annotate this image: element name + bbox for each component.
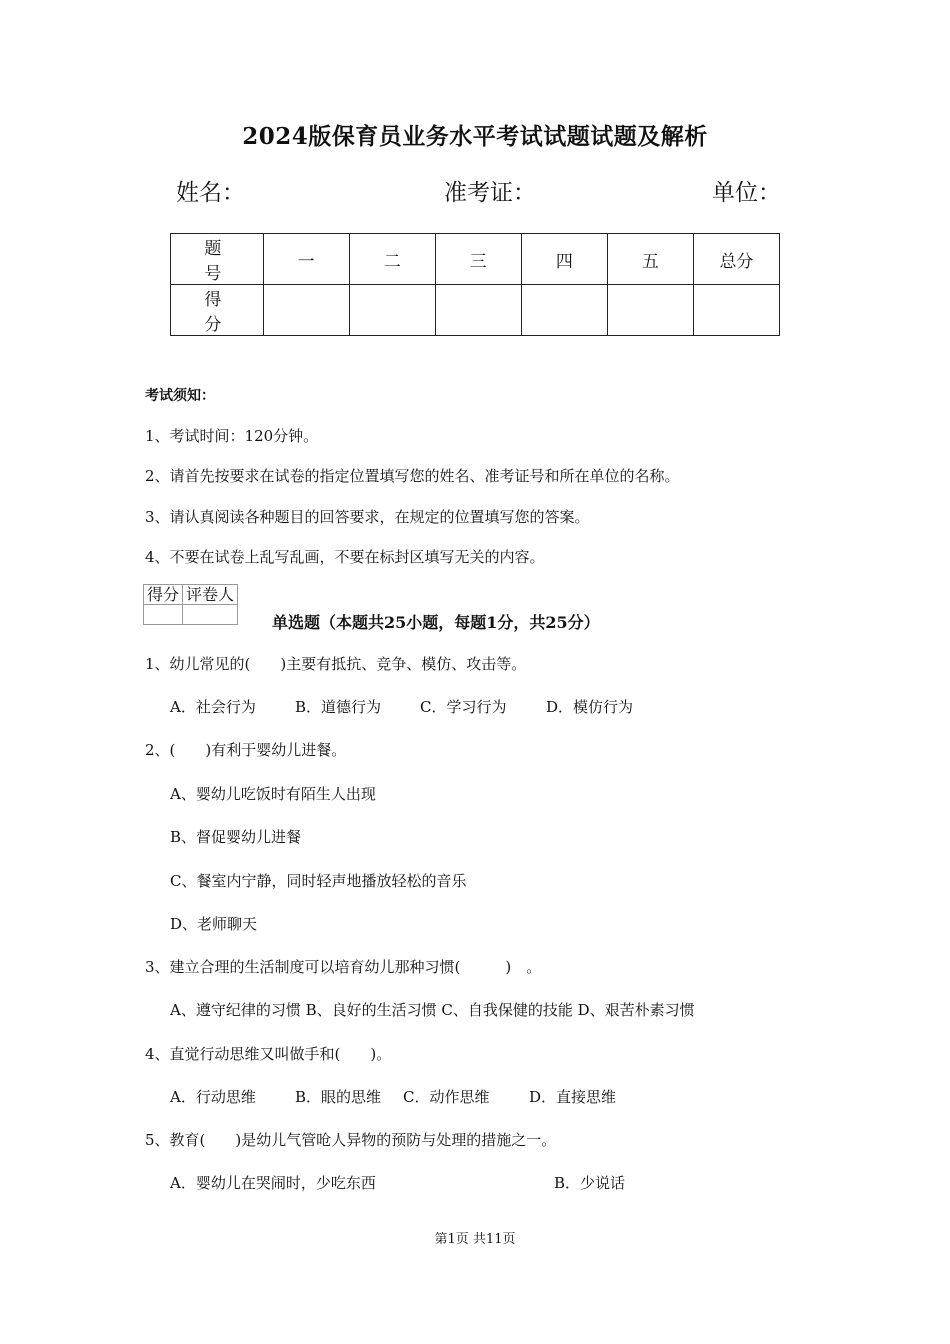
question-stem: 4、直觉行动思维又叫做手和( )。 — [145, 1045, 392, 1063]
question-option: A、婴幼儿吃饭时有陌生人出现 — [170, 785, 376, 803]
score-table-cell: 五 — [607, 234, 693, 285]
score-table — [170, 233, 780, 336]
question-stem: 2、( )有利于婴幼儿进餐。 — [145, 741, 347, 759]
section-title: 单选题（本题共25小题，每题1分，共25分） — [272, 613, 600, 632]
question-option: B．道德行为 — [295, 698, 382, 716]
grader-box-grader-cell[interactable] — [183, 605, 238, 625]
score-input-cell[interactable] — [435, 285, 521, 336]
question-option: D．直接思维 — [529, 1088, 617, 1106]
score-table-cell: 一 — [263, 234, 349, 285]
score-table-cell: 四 — [521, 234, 607, 285]
notice-item: 3、请认真阅读各种题目的回答要求，在规定的位置填写您的答案。 — [145, 508, 590, 526]
grader-box-score-cell[interactable] — [144, 605, 183, 625]
score-input-cell[interactable] — [693, 285, 779, 336]
score-table-cell: 得 分 — [171, 285, 264, 336]
unit-field-label: 单位： — [712, 180, 781, 206]
score-input-cell[interactable] — [349, 285, 435, 336]
question-option: B．眼的思维 — [295, 1088, 382, 1106]
name-field-label: 姓名： — [176, 180, 245, 206]
question-stem: 1、幼儿常见的( )主要有抵抗、竞争、模仿、攻击等。 — [145, 655, 527, 673]
exam-id-field-label: 准考证： — [444, 180, 536, 206]
question-stem: 3、建立合理的生活制度可以培育幼儿那种习惯( ) 。 — [145, 958, 542, 976]
score-table-header-row — [171, 234, 780, 285]
question-option: C．学习行为 — [420, 698, 507, 716]
question-option: B、督促婴幼儿进餐 — [170, 828, 302, 846]
grader-box-grader-label: 评卷人 — [183, 585, 238, 605]
question-stem: 5、教育( )是幼儿气管呛人异物的预防与处理的措施之一。 — [145, 1131, 557, 1149]
score-table-cell: 三 — [435, 234, 521, 285]
question-option: C．动作思维 — [403, 1088, 490, 1106]
score-input-cell[interactable] — [263, 285, 349, 336]
question-option: A．行动思维 — [170, 1088, 256, 1106]
question-option: A．婴幼儿在哭闹时，少吃东西 — [170, 1174, 376, 1192]
notice-item: 4、不要在试卷上乱写乱画，不要在标封区填写无关的内容。 — [145, 548, 545, 566]
score-table-cell: 题 号 — [171, 234, 264, 285]
score-input-cell[interactable] — [521, 285, 607, 336]
question-option: C、餐室内宁静，同时轻声地播放轻松的音乐 — [170, 872, 467, 890]
question-option: D．模仿行为 — [546, 698, 634, 716]
notice-item: 2、请首先按要求在试卷的指定位置填写您的姓名、准考证号和所在单位的名称。 — [145, 467, 680, 485]
score-input-cell[interactable] — [607, 285, 693, 336]
page-title: 2024版保育员业务水平考试试题试题及解析 — [242, 123, 708, 150]
notice-heading: 考试须知： — [145, 388, 215, 404]
grader-box — [143, 584, 238, 625]
question-option: B．少说话 — [554, 1174, 626, 1192]
question-option: A、遵守纪律的习惯 B、良好的生活习惯 C、自我保健的技能 D、艰苦朴素习惯 — [170, 1001, 695, 1019]
score-table-cell: 总分 — [693, 234, 779, 285]
notice-item: 1、考试时间：120分钟。 — [145, 427, 319, 445]
question-option: A．社会行为 — [170, 698, 256, 716]
score-table-score-row — [171, 285, 780, 336]
score-table-cell: 二 — [349, 234, 435, 285]
question-option: D、老师聊天 — [170, 915, 258, 933]
grader-box-score-label: 得分 — [144, 585, 183, 605]
page-footer: 第1页 共11页 — [434, 1232, 516, 1247]
